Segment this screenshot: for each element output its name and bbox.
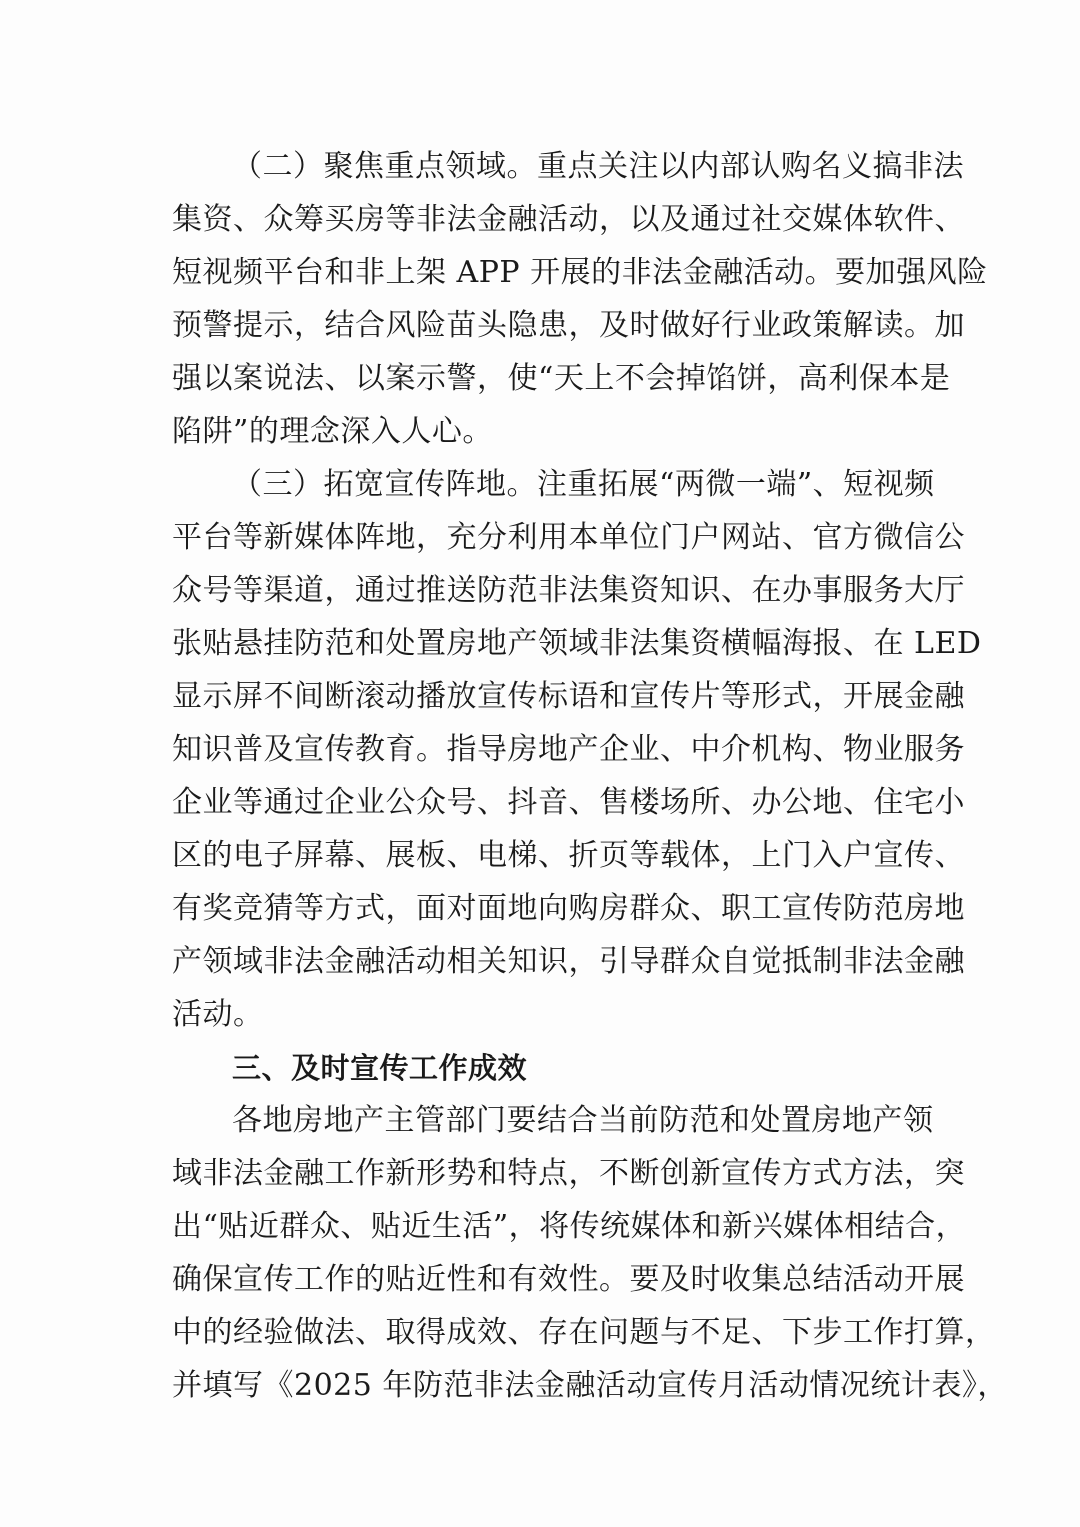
paragraph-3-line-2: 平台等新媒体阵地，充分利用本单位门户网站、官方微信公 <box>172 520 965 555</box>
paragraph-3-line-4: 张贴悬挂防范和处置房地产领域非法集资横幅海报、在 LED <box>172 626 982 661</box>
paragraph-3-line-9: 有奖竞猜等方式，面对面地向购房群众、职工宣传防范房地 <box>172 891 965 926</box>
paragraph-3-line-8: 区的电子屏幕、展板、电梯、折页等载体，上门入户宣传、 <box>172 838 965 873</box>
section-3-line-5: 中的经验做法、取得成效、存在问题与不足、下步工作打算， <box>172 1315 996 1350</box>
paragraph-3-line-7: 企业等通过企业公众号、抖音、售楼场所、办公地、住宅小 <box>172 785 965 820</box>
paragraph-2-line-5: 强以案说法、以案示警，使“天上不会掉馅饼，高利保本是 <box>172 361 951 396</box>
paragraph-2-line-4: 预警提示，结合风险苗头隐患，及时做好行业政策解读。加 <box>172 308 965 343</box>
section-heading-3: 三、及时宣传工作成效 <box>232 1051 528 1085</box>
section-3-line-2: 域非法金融工作新形势和特点，不断创新宣传方式方法，突 <box>172 1156 965 1191</box>
paragraph-3-line-10: 产领域非法金融活动相关知识，引导群众自觉抵制非法金融 <box>172 944 965 979</box>
section-3-line-3: 出“贴近群众、贴近生活”，将传统媒体和新兴媒体相结合， <box>172 1209 967 1244</box>
paragraph-2-line-3: 短视频平台和非上架 APP 开展的非法金融活动。要加强风险 <box>172 255 988 290</box>
paragraph-3-line-3: 众号等渠道，通过推送防范非法集资知识、在办事服务大厅 <box>172 573 965 608</box>
section-3-line-6: 并填写《2025 年防范非法金融活动宣传月活动情况统计表》， <box>172 1368 1008 1403</box>
section-3-line-4: 确保宣传工作的贴近性和有效性。要及时收集总结活动开展 <box>172 1262 965 1297</box>
paragraph-3-line-1: （三）拓宽宣传阵地。注重拓展“两微一端”、短视频 <box>232 467 935 502</box>
paragraph-3-line-5: 显示屏不间断滚动播放宣传标语和宣传片等形式，开展金融 <box>172 679 965 714</box>
paragraph-3-line-6: 知识普及宣传教育。指导房地产企业、中介机构、物业服务 <box>172 732 965 767</box>
paragraph-3-line-11: 活动。 <box>172 997 264 1032</box>
paragraph-2-line-2: 集资、众筹买房等非法金融活动，以及通过社交媒体软件、 <box>172 202 965 237</box>
paragraph-2-line-1: （二）聚焦重点领域。重点关注以内部认购名义搞非法 <box>232 149 964 184</box>
paragraph-2-line-6: 陷阱”的理念深入人心。 <box>172 414 493 449</box>
section-3-line-1: 各地房地产主管部门要结合当前防范和处置房地产领 <box>232 1103 934 1138</box>
